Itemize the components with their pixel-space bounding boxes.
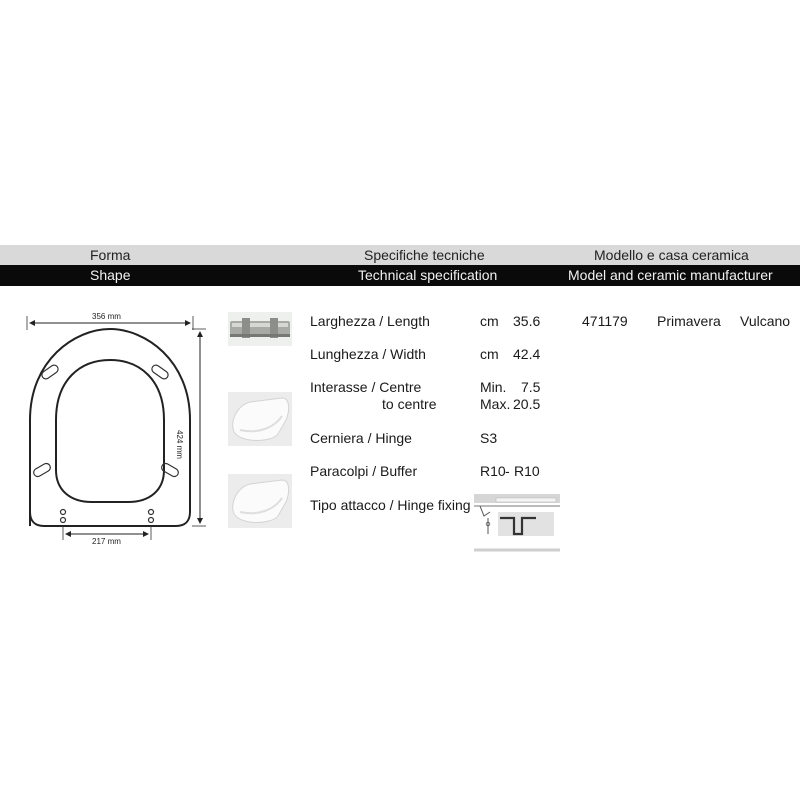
- model-name: Primavera: [657, 313, 721, 329]
- header-row-italian: [0, 245, 800, 265]
- width-dimension-label: 356 mm: [92, 312, 121, 321]
- spec-buffer-dash: -: [505, 463, 510, 479]
- spec-centre-min-value: 7.5: [521, 379, 541, 395]
- spec-buffer-label: Paracolpi / Buffer: [310, 463, 418, 479]
- seat-shape-drawing: [18, 308, 218, 548]
- header-row-english: [0, 265, 800, 286]
- hinge-thumbnail: [228, 312, 292, 346]
- spec-centre-label: Interasse / Centre: [310, 379, 422, 395]
- spec-centre-max-label: Max.: [480, 396, 511, 412]
- manufacturer-name: Vulcano: [740, 313, 791, 329]
- column-header-specs-it: Specifiche tecniche: [364, 247, 485, 263]
- spec-centre-min-label: Min.: [480, 379, 507, 395]
- spec-centre-label-2: to centre: [382, 396, 437, 412]
- spec-hinge-label: Cerniera / Hinge: [310, 430, 412, 446]
- spec-hinge-fixing-label: Tipo attacco / Hinge fixing: [310, 497, 471, 513]
- spec-width-label: Lunghezza / Width: [310, 346, 426, 362]
- spec-width-value: 42.4: [513, 346, 541, 362]
- buffer-thumbnail-2: [228, 474, 292, 528]
- hinge-distance-label: 217 mm: [92, 537, 121, 546]
- length-dimension-label: 424 mm: [175, 430, 184, 459]
- column-header-specs-en: Technical specification: [358, 267, 498, 283]
- column-header-shape-it: Forma: [90, 247, 131, 263]
- spec-buffer-value-a: R10: [480, 463, 506, 479]
- column-header-model-en: Model and ceramic manufacturer: [568, 267, 773, 283]
- spec-length-label: Larghezza / Length: [310, 313, 430, 329]
- spec-centre-max-value: 20.5: [513, 396, 541, 412]
- spec-buffer-value-b: R10: [514, 463, 540, 479]
- spec-length-value: 35.6: [513, 313, 541, 329]
- model-code: 471179: [582, 313, 628, 329]
- column-header-shape-en: Shape: [90, 267, 131, 283]
- column-header-model-it: Modello e casa ceramica: [594, 247, 749, 263]
- spec-hinge-value: S3: [480, 430, 498, 446]
- spec-width-unit: cm: [480, 346, 499, 362]
- hinge-fixing-diagram: [474, 492, 564, 554]
- buffer-thumbnail-1: [228, 392, 292, 446]
- spec-length-unit: cm: [480, 313, 499, 329]
